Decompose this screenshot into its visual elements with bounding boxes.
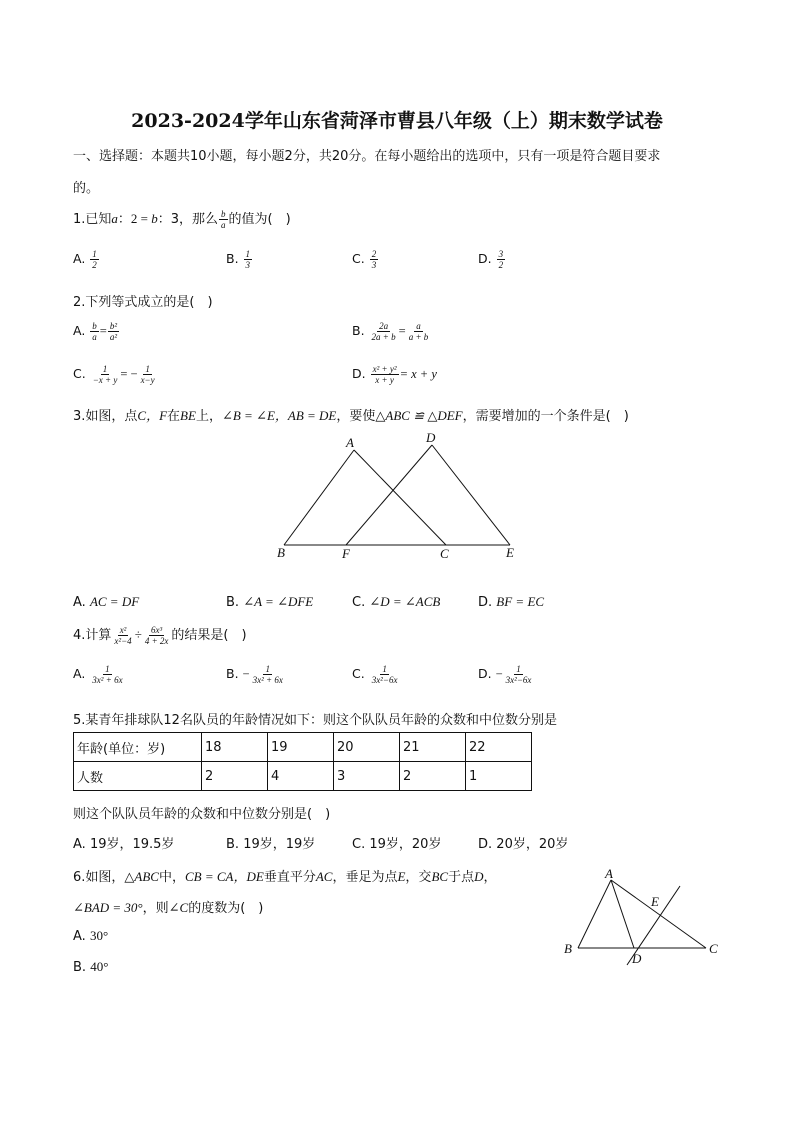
q3-stem-d: ，要使 <box>336 409 376 424</box>
q6-l1-bc: BC <box>431 869 449 884</box>
q4-option-b-den: 3x² + 6x <box>252 675 283 685</box>
q2-option-b[interactable] <box>352 321 431 342</box>
q2-b-left-num: 2a <box>379 321 389 331</box>
q1-option-c-num: 2 <box>371 249 377 259</box>
q2-b-right-den: a + b <box>408 332 429 342</box>
q5-question: 则这个队队员年龄的众数和中位数分别是( ) <box>73 807 331 822</box>
q2-option-d-label: D. <box>352 366 366 381</box>
table-row <box>74 762 532 791</box>
q3-label-d: D <box>426 430 436 445</box>
q5-option-b[interactable] <box>226 833 315 852</box>
q6-option-b-text: 40° <box>90 959 109 974</box>
q2-stem: 2.下列等式成立的是( ) <box>73 295 213 310</box>
q2-d-left-den: x + y <box>375 375 394 385</box>
q6-l1-e: E <box>397 869 406 884</box>
q3-option-a[interactable] <box>73 594 139 610</box>
q3-option-c[interactable] <box>352 594 440 610</box>
q2-c-left-den: −x + y <box>92 375 118 385</box>
q4-option-d[interactable] <box>478 664 534 685</box>
q2-a-eq: = <box>99 324 107 338</box>
q6-label-a: A <box>605 866 613 881</box>
q1-option-d-den: 2 <box>498 260 504 270</box>
q2-a-left-num: b <box>92 321 97 331</box>
q1-ratio-part2: ：3，那么 <box>157 212 219 227</box>
q1-option-d-label: D. <box>478 251 492 266</box>
q6-l1-ac: AC <box>315 869 333 884</box>
q1-option-a[interactable] <box>73 249 100 270</box>
q2-a-right-num: b² <box>109 321 118 331</box>
q6-option-a-text: 30° <box>89 928 109 943</box>
q5-age-cell: 21 <box>400 733 466 762</box>
q3-line-fd <box>346 445 432 545</box>
q4-f1-den: x²−4 <box>114 636 132 646</box>
section-instructions-line1: 一、选择题：本题共10小题，每小题2分，共20分。在每小题给出的选项中，只有一项是符合题目要求 <box>73 149 661 164</box>
q6-l1-a: 6.如图， <box>73 870 125 885</box>
q5-row1-head: 年龄(单位：岁) <box>74 733 202 762</box>
q4-option-c-den: 3x²−6x <box>371 675 398 685</box>
q4-suffix: 的结果是( ) <box>171 628 247 643</box>
q6-label-d: D <box>632 951 642 966</box>
q4-option-d-label: D. <box>478 666 492 681</box>
q1-frac-den: a <box>221 220 226 230</box>
q2-option-a-label: A. <box>73 323 86 338</box>
q6-option-b-label: B. <box>73 960 87 975</box>
q3-option-a-text: AC = DF <box>89 594 140 609</box>
q4-option-a-den: 3x² + 6x <box>92 675 123 685</box>
q1-option-a-label: A. <box>73 251 86 266</box>
q6-line-ab <box>578 880 611 948</box>
q4-option-c[interactable] <box>352 664 400 685</box>
q4-operator: ÷ <box>134 627 142 642</box>
q6-option-a[interactable] <box>73 928 108 944</box>
q5-option-c-label: C. <box>352 837 366 852</box>
q3-triangle-figure <box>270 425 530 565</box>
q3-option-d-label: D. <box>478 595 493 610</box>
q1-fraction <box>219 209 228 230</box>
q5-option-d[interactable] <box>478 833 568 852</box>
q6-l1-tri: △ABC <box>124 869 159 884</box>
q1-stem <box>73 208 291 230</box>
q5-option-d-label: D. <box>478 837 493 852</box>
q6-line-ad <box>611 880 634 948</box>
q1-option-c-den: 3 <box>371 260 377 270</box>
q5-option-b-text: 19岁，19岁 <box>243 837 316 852</box>
q2-a-right-den: a² <box>109 332 118 342</box>
q3-stem-line: BE <box>180 408 196 423</box>
q3-option-b[interactable] <box>226 594 313 610</box>
q2-a-left-den: a <box>92 332 97 342</box>
q1-option-c[interactable] <box>352 249 379 270</box>
q5-age-cell: 22 <box>466 733 532 762</box>
q3-stem-e: ，需要增加的一个条件是( ) <box>462 409 629 424</box>
q3-line-ac <box>354 450 446 545</box>
q2-b-eq: = <box>398 324 406 338</box>
q5-row2-head: 人数 <box>74 762 202 791</box>
q5-stem: 5.某青年排球队12名队员的年龄情况如下：则这个队队员年龄的众数和中位数分别是 <box>73 713 557 728</box>
page-title: 2023-2024学年山东省菏泽市曹县八年级（上）期末数学试卷 <box>131 110 663 132</box>
q6-l2-angle: ∠BAD = 30° <box>73 900 143 915</box>
q2-c-right-den: x−y <box>140 375 155 385</box>
q1-var-b: b <box>151 211 158 226</box>
q3-stem-c: 上， <box>195 409 222 424</box>
q6-label-b: B <box>564 941 572 956</box>
q6-option-a-label: A. <box>73 929 86 944</box>
q6-l1-g: 于点 <box>448 870 475 885</box>
q3-stem-a: 3.如图，点 <box>73 409 138 424</box>
q4-stem <box>73 624 247 646</box>
q1-frac-num: b <box>221 209 226 219</box>
q3-stem-b: 在 <box>167 409 181 424</box>
q3-option-d[interactable] <box>478 594 544 610</box>
q6-l1-dpt: D <box>474 869 484 884</box>
table-row <box>74 733 532 762</box>
q2-d-left-num: x² + y² <box>372 364 397 374</box>
q5-age-table <box>73 732 532 791</box>
q6-label-c: C <box>709 941 718 956</box>
q1-option-d-num: 3 <box>498 249 504 259</box>
q5-count-cell: 2 <box>202 762 268 791</box>
q3-label-a: A <box>346 435 354 450</box>
q5-age-cell: 20 <box>334 733 400 762</box>
q1-ratio-part1: ：2 = <box>117 211 152 226</box>
q2-c-left-num: 1 <box>102 364 108 374</box>
q4-f2-num: 6x³ <box>151 625 163 635</box>
q6-label-e: E <box>651 894 659 909</box>
q2-option-b-label: B. <box>352 323 365 338</box>
q6-l1-b: 中， <box>158 870 185 885</box>
q4-option-c-num: 1 <box>382 664 387 674</box>
q2-c-right-num: 1 <box>145 364 150 374</box>
q1-option-b-den: 3 <box>245 260 251 270</box>
q4-option-b[interactable] <box>226 664 286 685</box>
q1-option-a-den: 2 <box>92 260 97 270</box>
q2-b-right-num: a <box>416 321 421 331</box>
q6-stem-line1 <box>73 866 496 885</box>
q3-line-de <box>432 445 510 545</box>
q6-l1-h: ， <box>483 870 497 885</box>
q6-option-b[interactable] <box>73 959 108 975</box>
q1-suffix: 的值为( ) <box>228 212 291 227</box>
q3-stem-cond: ∠B = ∠E，AB = DE <box>221 408 337 423</box>
q5-option-b-label: B. <box>226 837 240 852</box>
q5-count-cell: 3 <box>334 762 400 791</box>
q1-option-a-num: 1 <box>92 249 97 259</box>
q2-option-c[interactable] <box>73 364 158 385</box>
q2-option-c-label: C. <box>73 366 86 381</box>
q3-option-a-label: A. <box>73 595 86 610</box>
q2-option-a[interactable] <box>73 321 120 342</box>
q5-option-c[interactable] <box>352 833 441 852</box>
q5-option-c-text: 19岁，20岁 <box>369 837 442 852</box>
q3-label-e: E <box>506 545 514 560</box>
q6-line-ac <box>611 880 706 948</box>
q5-age-cell: 18 <box>202 733 268 762</box>
section-instructions-line2: 的。 <box>73 181 100 196</box>
q1-option-d[interactable] <box>478 249 506 270</box>
q4-option-d-num: 1 <box>516 664 521 674</box>
q3-option-b-text: ∠A = ∠DFE <box>243 594 314 609</box>
q4-option-d-den: 3x²−6x <box>505 675 532 685</box>
q5-option-a-label: A. <box>73 837 86 852</box>
q4-option-a-label: A. <box>73 666 86 681</box>
q1-option-c-label: C. <box>352 251 365 266</box>
q6-l2-b: ，则 <box>142 901 169 916</box>
q3-option-d-text: BF = EC <box>496 594 545 609</box>
q6-l2-d: 的度数为( ) <box>188 901 264 916</box>
q5-count-cell: 2 <box>400 762 466 791</box>
q4-option-b-num: 1 <box>265 664 270 674</box>
q6-stem-line2 <box>73 897 263 916</box>
q5-option-a[interactable] <box>73 833 174 852</box>
q4-f2-den: 4 + 2x <box>144 636 169 646</box>
q3-option-c-text: ∠D = ∠ACB <box>369 594 441 609</box>
q1-option-b[interactable] <box>226 249 253 270</box>
q3-label-f: F <box>342 546 350 561</box>
q1-var-a: a <box>111 211 118 226</box>
q2-b-left-den: 2a + b <box>371 332 396 342</box>
q2-d-eq: = x + y <box>399 367 437 381</box>
q5-count-cell: 1 <box>466 762 532 791</box>
q3-stem-tri: △ABC ≌ △DEF <box>375 408 463 423</box>
q3-line-ab <box>284 450 354 545</box>
q3-option-c-label: C. <box>352 595 366 610</box>
q3-label-b: B <box>277 545 285 560</box>
q4-option-b-sign: − <box>242 667 250 681</box>
q6-l1-eq: CB = CA，DE <box>184 869 264 884</box>
q3-stem <box>73 405 629 424</box>
q3-stem-points: C，F <box>137 408 168 423</box>
q4-option-c-label: C. <box>352 666 365 681</box>
q6-l1-c: 垂直平分 <box>263 870 316 885</box>
q1-prefix: 1.已知 <box>73 212 112 227</box>
q4-f1-num: x² <box>119 625 127 635</box>
q6-l1-f: ，交 <box>405 870 432 885</box>
q1-option-b-label: B. <box>226 251 239 266</box>
q5-count-cell: 4 <box>268 762 334 791</box>
q5-option-d-text: 20岁，20岁 <box>496 837 569 852</box>
q4-option-d-sign: − <box>495 667 503 681</box>
q6-l1-d: ，垂足为点 <box>332 870 398 885</box>
q5-age-cell: 19 <box>268 733 334 762</box>
q6-l2-c: ∠C <box>168 900 189 915</box>
q4-option-b-label: B. <box>226 666 239 681</box>
q5-option-a-text: 19岁，19.5岁 <box>89 837 175 852</box>
q4-option-a-num: 1 <box>105 664 110 674</box>
q1-option-b-num: 1 <box>245 249 251 259</box>
q2-option-d[interactable] <box>352 364 437 385</box>
q6-triangle-figure <box>558 862 728 972</box>
q3-option-b-label: B. <box>226 595 240 610</box>
q4-prefix: 4.计算 <box>73 628 112 643</box>
q3-label-c: C <box>440 546 449 561</box>
q2-c-eq: = − <box>120 367 138 381</box>
q4-option-a[interactable] <box>73 664 126 685</box>
